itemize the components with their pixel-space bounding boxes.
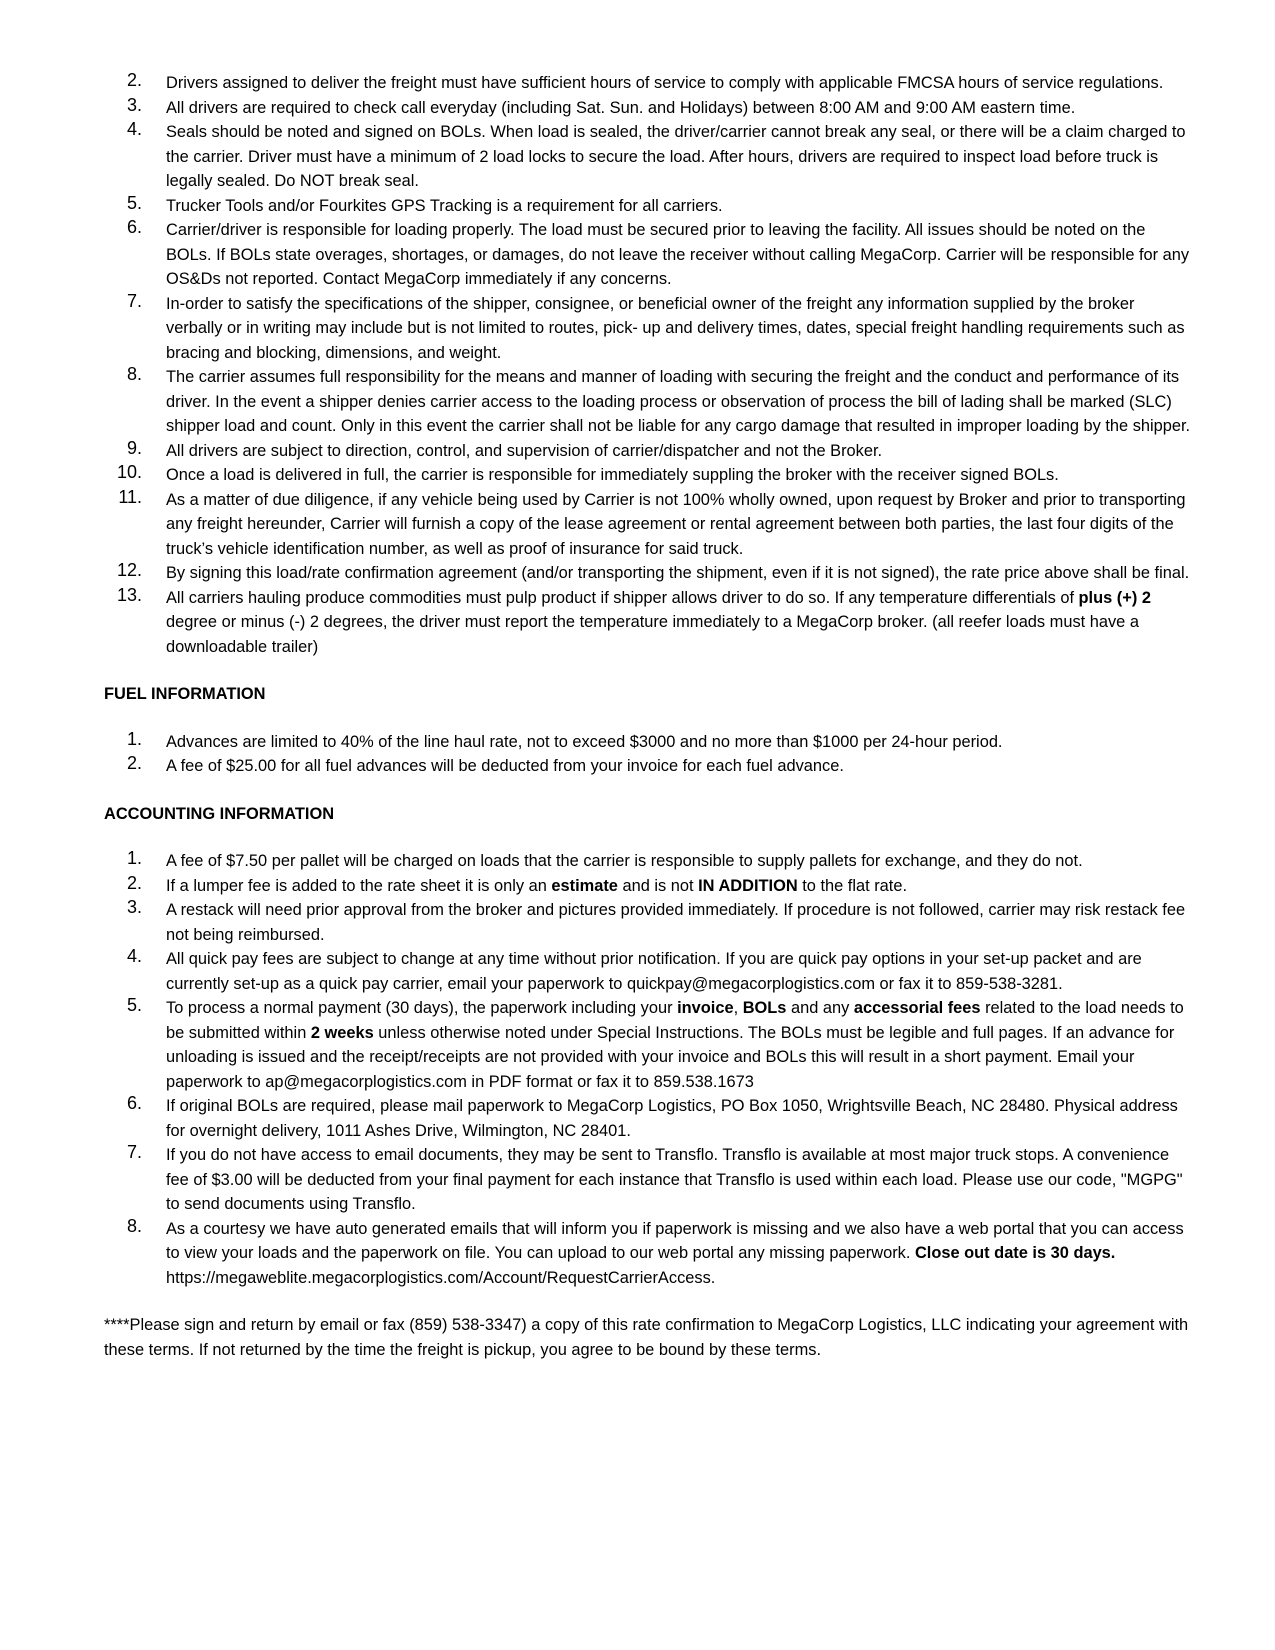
list-item-number: 1. bbox=[126, 728, 142, 749]
general-terms-list bbox=[104, 71, 1192, 659]
fuel-information-heading: FUEL INFORMATION bbox=[104, 685, 266, 703]
emphasis-text: estimate bbox=[551, 876, 618, 895]
list-item-text: Once a load is delivered in full, the carrier is responsible for immediately suppling the broker with the receiver signed BOLs. bbox=[166, 466, 1059, 484]
list-item-text: A restack will need prior approval from the broker and pictures provided immediately. If procedure is not followed, carrier may risk restack fee not being reimbursed. bbox=[166, 901, 1186, 944]
emphasis-text: BOLs bbox=[742, 999, 787, 1017]
list-item-text: All quick pay fees are subject to change at any time without prior notification. If you are quick pay options in your set-up packet and are currently set-up as a quick pay carrier, email your paperwork to quickpay@megacorplogistics.com or fax it to 859-538-3281. bbox=[166, 950, 1142, 993]
list-item bbox=[104, 947, 1192, 996]
emphasis-text: 2 weeks bbox=[310, 1023, 374, 1042]
list-item bbox=[104, 996, 1192, 1094]
emphasis-text: invoice bbox=[677, 999, 734, 1017]
list-item bbox=[104, 561, 1192, 586]
list-item bbox=[104, 898, 1192, 947]
list-item-number: 12. bbox=[116, 560, 142, 580]
list-item bbox=[104, 292, 1192, 366]
list-item bbox=[104, 1143, 1192, 1217]
emphasis-text: plus (+) 2 bbox=[1078, 588, 1151, 607]
list-item bbox=[104, 1094, 1192, 1143]
list-item bbox=[104, 586, 1192, 660]
list-item-number: 11. bbox=[118, 486, 142, 507]
list-item-text: Carrier/driver is responsible for loading properly. The load must be secured prior to leaving the facility. All issues should be noted on the BOLs. If BOLs state overages, shortages, or damages, do not leave the receiver without calling MegaCorp. Carrier will be responsible for any OS&Ds not reported. Contact MegaCorp immediately if any concerns. bbox=[166, 221, 1190, 288]
list-item-number: 4. bbox=[126, 946, 142, 966]
list-item-number: 4. bbox=[126, 119, 142, 139]
list-item bbox=[104, 439, 1192, 464]
list-item-number: 8. bbox=[126, 364, 142, 384]
list-item bbox=[104, 365, 1192, 439]
signature-return-note: ****Please sign and return by email or fax (859) 538-3347) a copy of this rate confirmation to MegaCorp Logistics, LLC indicating your agreement with these terms. If not returned by the time the freight is pickup, you agree to be bound by these terms. bbox=[104, 1316, 1189, 1359]
list-item bbox=[104, 96, 1192, 121]
list-item-number: 8. bbox=[126, 1215, 142, 1236]
list-item-number: 2. bbox=[126, 70, 142, 90]
list-item-number: 10. bbox=[116, 462, 142, 482]
list-item-text: All carriers hauling produce commodities must pulp product if shipper allows driver to do so. If any temperature differentials of plus (+) 2 degree or minus (-) 2 degrees, the driver must report the temperature immediately to a MegaCorp broker. (all reefer loads must have a downloadable trailer) bbox=[166, 588, 1151, 656]
accounting-information-heading: ACCOUNTING INFORMATION bbox=[104, 804, 335, 823]
list-item bbox=[104, 754, 1192, 779]
list-item-text: A fee of $25.00 for all fuel advances will be deducted from your invoice for each fuel advance. bbox=[166, 757, 844, 775]
list-item bbox=[104, 488, 1192, 562]
list-item-number: 7. bbox=[126, 1142, 142, 1162]
list-item-text: As a courtesy we have auto generated emails that will inform you if paperwork is missing and we also have a web portal that you can access to view your loads and the paperwork on file. You can upload to our web portal any missing paperwork. Close out date is 30 days. https://megaweblite.megacorplogistics.com/Account/RequestCarrierAccess. bbox=[166, 1219, 1184, 1287]
list-item-number: 5. bbox=[126, 192, 142, 213]
fuel-information-list bbox=[104, 730, 1192, 779]
list-item-number: 5. bbox=[126, 995, 142, 1015]
list-item-text: The carrier assumes full responsibility for the means and manner of loading with securing the freight and the conduct and performance of its driver. In the event a shipper denies carrier access to the loading process or observation of process the bill of lading shall be marked (SLC) shipper load and count. Only in this event the carrier shall not be liable for any cargo damage that resulted in improper loading by the shipper. bbox=[166, 368, 1191, 435]
list-item-number: 2. bbox=[126, 872, 142, 893]
list-item-number: 2. bbox=[126, 753, 142, 773]
list-item-number: 13. bbox=[116, 584, 142, 605]
list-item-number: 6. bbox=[126, 217, 142, 237]
list-item-text: Seals should be noted and signed on BOLs. When load is sealed, the driver/carrier cannot break any seal, or there will be a claim charged to the carrier. Driver must have a minimum of 2 load locks to secure the load. After hours, drivers are required to inspect load before truck is legally sealed. Do NOT break seal. bbox=[166, 123, 1186, 190]
list-item-text: Advances are limited to 40% of the line haul rate, not to exceed $3000 and no more than $1000 per 24-hour period. bbox=[166, 732, 1003, 751]
list-item bbox=[104, 120, 1192, 194]
emphasis-text: accessorial fees bbox=[853, 999, 981, 1017]
list-item-text: If a lumper fee is added to the rate sheet it is only an estimate and is not IN ADDITION to the flat rate. bbox=[166, 876, 908, 895]
list-item bbox=[104, 849, 1192, 874]
list-item-number: 6. bbox=[126, 1093, 142, 1113]
list-item bbox=[104, 194, 1192, 219]
list-item-text: If original BOLs are required, please mail paperwork to MegaCorp Logistics, PO Box 1050, Wrightsville Beach, NC 28480. Physical address for overnight delivery, 1011 Ashes Drive, Wilmington, NC 28401. bbox=[166, 1097, 1178, 1140]
list-item-text: By signing this load/rate confirmation agreement (and/or transporting the shipment, even if it is not signed), the rate price above shall be final. bbox=[166, 564, 1190, 582]
list-item-text: As a matter of due diligence, if any vehicle being used by Carrier is not 100% wholly owned, upon request by Broker and prior to transporting any freight hereunder, Carrier will furnish a copy of the lease agreement or rental agreement between both parties, the last four digits of the truck’s vehicle identification number, as well as proof of insurance for said truck. bbox=[166, 490, 1186, 558]
emphasis-text: Close out date is 30 days. bbox=[914, 1244, 1116, 1262]
list-item-text: A fee of $7.50 per pallet will be charged on loads that the carrier is responsible to supply pallets for exchange, and they do not. bbox=[166, 852, 1083, 870]
list-item-text: If you do not have access to email documents, they may be sent to Transflo. Transflo is available at most major truck stops. A convenience fee of $3.00 will be deducted from your final payment for each instance that Transflo is used within each load. Please use our code, "MGPG" to send documents using Transflo. bbox=[166, 1146, 1183, 1213]
list-item bbox=[104, 730, 1192, 755]
list-item-text: Drivers assigned to deliver the freight must have sufficient hours of service to comply with applicable FMCSA hours of service regulations. bbox=[166, 74, 1164, 92]
list-item-number: 3. bbox=[126, 897, 142, 917]
list-item-number: 9. bbox=[126, 437, 142, 458]
document-page bbox=[104, 71, 1192, 1362]
list-item bbox=[104, 463, 1192, 488]
emphasis-text: IN ADDITION bbox=[698, 876, 798, 895]
accounting-information-list bbox=[104, 849, 1192, 1290]
list-item-number: 3. bbox=[126, 94, 142, 115]
list-item bbox=[104, 1217, 1192, 1291]
list-item bbox=[104, 218, 1192, 292]
list-item-text: In-order to satisfy the specifications of the shipper, consignee, or beneficial owner of the freight any information supplied by the broker verbally or in writing may include but is not limited to routes, pick- up and delivery times, dates, special freight handling requirements such as bracing and blocking, dimensions, and weight. bbox=[166, 294, 1185, 362]
list-item bbox=[104, 874, 1192, 899]
list-item-text: All drivers are subject to direction, control, and supervision of carrier/dispatcher and not the Broker. bbox=[166, 441, 883, 460]
list-item bbox=[104, 71, 1192, 96]
list-item-text: All drivers are required to check call everyday (including Sat. Sun. and Holidays) between 8:00 AM and 9:00 AM eastern time. bbox=[166, 98, 1076, 117]
list-item-text: To process a normal payment (30 days), the paperwork including your invoice, BOLs and any accessorial fees related to the load needs to be submitted within 2 weeks unless otherwise noted under Special Instructions. The BOLs must be legible and full pages. If an advance for unloading is issued and the receipt/receipts are not provided with your invoice and BOLs this will result in a short payment. Email your paperwork to ap@megacorplogistics.com in PDF format or fax it to 859.538.1673 bbox=[166, 999, 1184, 1091]
list-item-text: Trucker Tools and/or Fourkites GPS Tracking is a requirement for all carriers. bbox=[166, 196, 723, 215]
list-item-number: 1. bbox=[126, 848, 142, 868]
list-item-number: 7. bbox=[126, 290, 142, 311]
